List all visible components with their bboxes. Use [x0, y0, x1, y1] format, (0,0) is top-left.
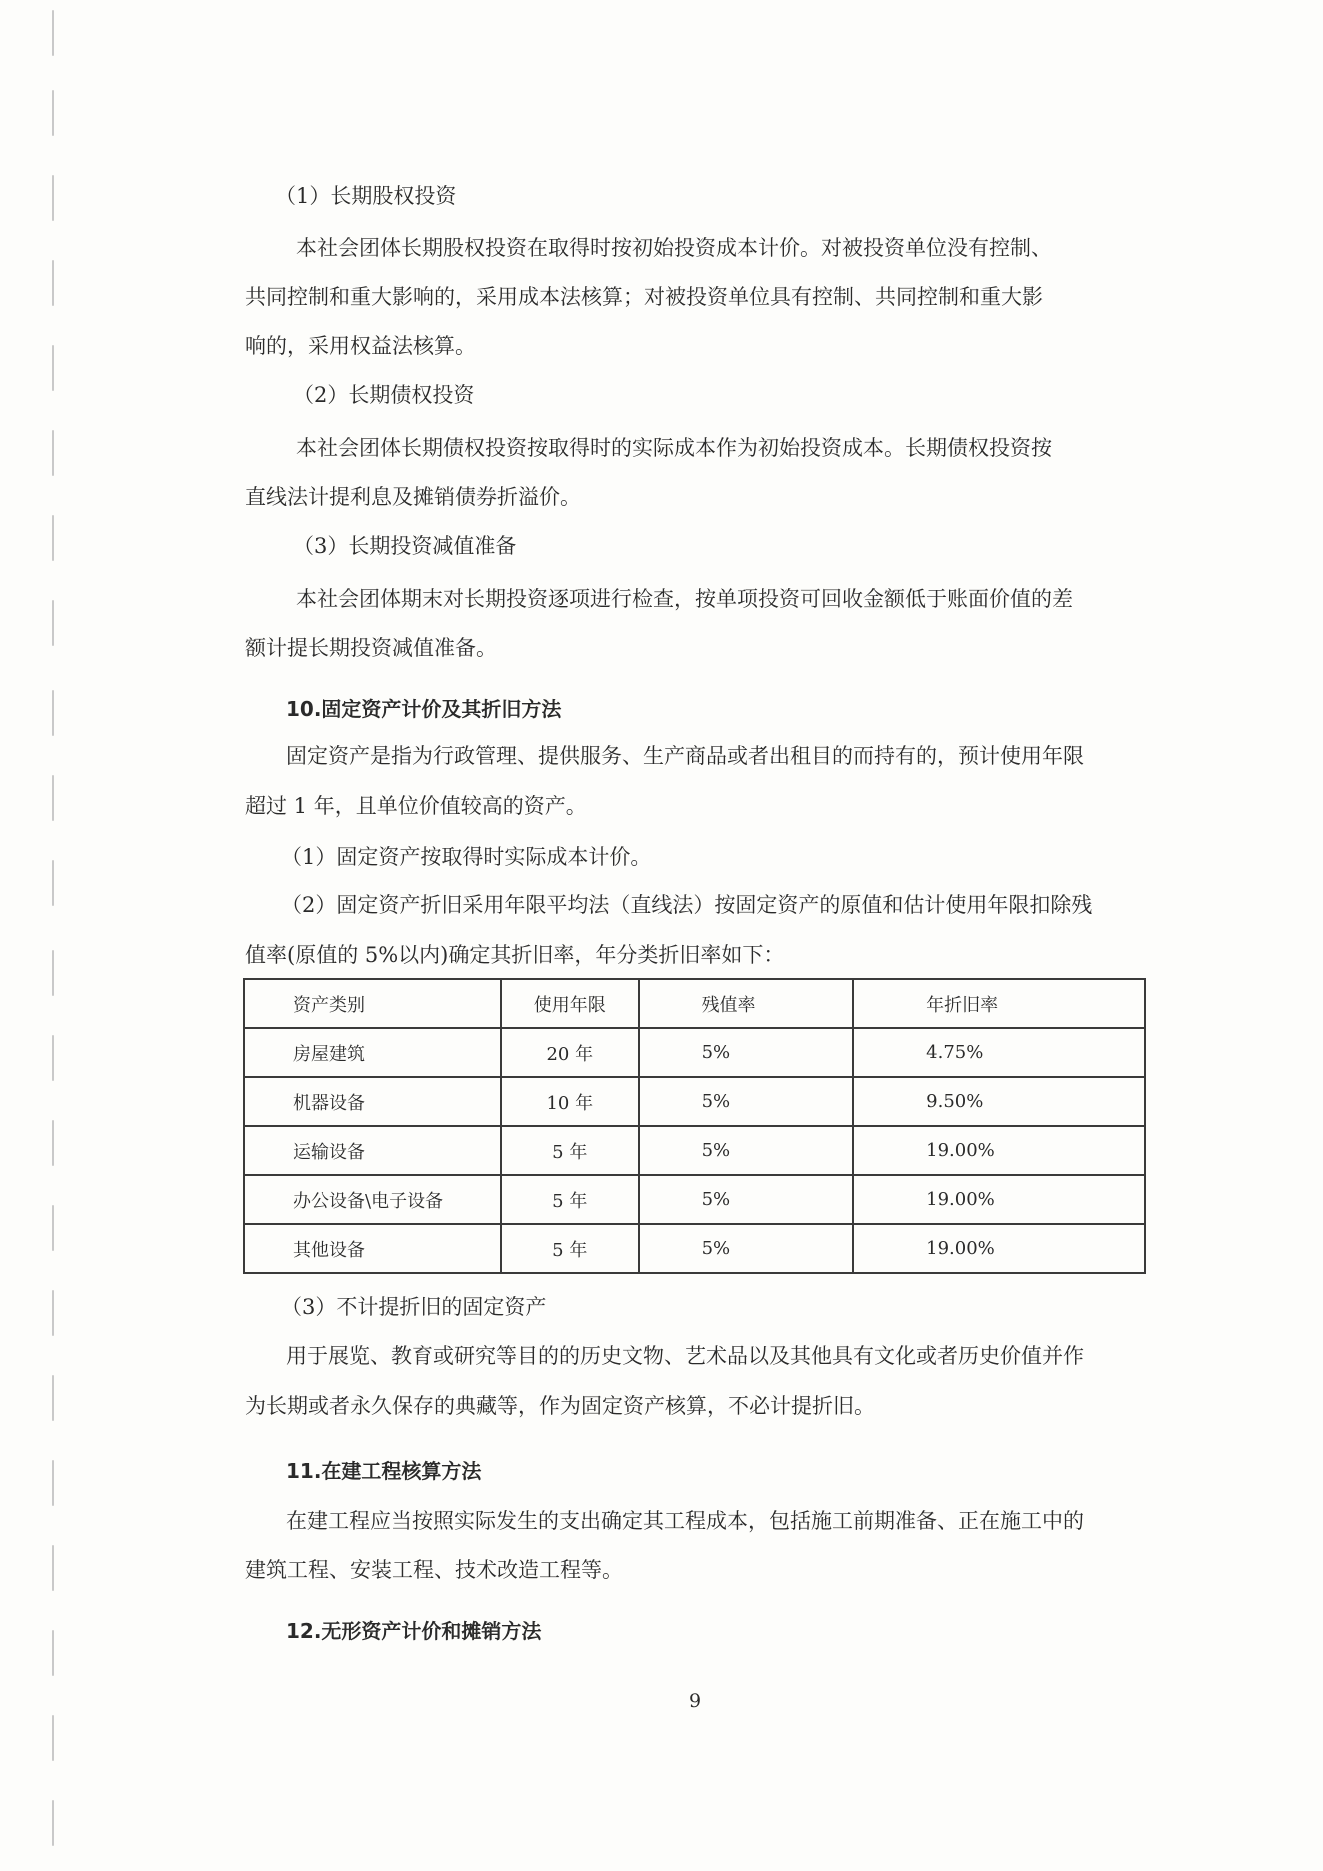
subheading-impairment: （3）长期投资减值准备: [293, 534, 517, 558]
table-row: [244, 1028, 1145, 1077]
subheading-long-term-debt: （2）长期债权投资: [293, 383, 475, 407]
paragraph-line: 在建工程应当按照实际发生的支出确定其工程成本，包括施工前期准备、正在施工中的: [286, 1509, 1084, 1533]
paragraph-line: 建筑工程、安装工程、技术改造工程等。: [245, 1558, 623, 1582]
paragraph-line: 额计提长期投资减值准备。: [245, 636, 497, 660]
cell-rate: 4.75%: [853, 1028, 1145, 1077]
paragraph-line: 超过 1 年，且单位价值较高的资产。: [245, 794, 587, 818]
paragraph-line: 共同控制和重大影响的，采用成本法核算；对被投资单位具有控制、共同控制和重大影: [245, 285, 1043, 309]
cell-residual: 5%: [639, 1224, 854, 1273]
paragraph-line: 本社会团体长期债权投资按取得时的实际成本作为初始投资成本。长期债权投资按: [296, 436, 1052, 460]
paragraph-line: 值率(原值的 5%以内)确定其折旧率，年分类折旧率如下：: [245, 943, 785, 967]
table-row: [244, 1077, 1145, 1126]
section-heading-12: 12.无形资产计价和摊销方法: [286, 1619, 542, 1643]
cell-rate: 19.00%: [853, 1175, 1145, 1224]
paragraph-line: 用于展览、教育或研究等目的的历史文物、艺术品以及其他具有文化或者历史价值并作: [286, 1344, 1084, 1368]
cell-category: 运输设备: [244, 1126, 501, 1175]
cell-residual: 5%: [639, 1126, 854, 1175]
subheading-no-depreciation: （3）不计提折旧的固定资产: [281, 1295, 547, 1319]
paragraph-line: （2）固定资产折旧采用年限平均法（直线法）按固定资产的原值和估计使用年限扣除残: [281, 893, 1093, 917]
paragraph-line: 固定资产是指为行政管理、提供服务、生产商品或者出租目的而持有的，预计使用年限: [286, 744, 1084, 768]
section-heading-11: 11.在建工程核算方法: [286, 1459, 482, 1483]
header-asset-category: 资产类别: [244, 979, 501, 1028]
table-row: [244, 1175, 1145, 1224]
cell-life: 5 年: [501, 1224, 639, 1273]
paragraph-line: （1）固定资产按取得时实际成本计价。: [281, 845, 652, 869]
table-row: [244, 1126, 1145, 1175]
table-header-row: [244, 979, 1145, 1028]
header-annual-depreciation-rate: 年折旧率: [853, 979, 1145, 1028]
paragraph-line: 响的，采用权益法核算。: [245, 334, 476, 358]
paragraph-line: 本社会团体期末对长期投资逐项进行检查，按单项投资可回收金额低于账面价值的差: [296, 587, 1073, 611]
cell-category: 办公设备\电子设备: [244, 1175, 501, 1224]
header-residual-rate: 残值率: [639, 979, 854, 1028]
paragraph-line: 直线法计提利息及摊销债券折溢价。: [245, 485, 581, 509]
cell-category: 机器设备: [244, 1077, 501, 1126]
page-number: 9: [688, 1690, 702, 1712]
cell-life: 10 年: [501, 1077, 639, 1126]
header-useful-life: 使用年限: [501, 979, 639, 1028]
cell-rate: 19.00%: [853, 1126, 1145, 1175]
cell-life: 5 年: [501, 1126, 639, 1175]
table-row: [244, 1224, 1145, 1273]
depreciation-table: [243, 978, 1146, 1274]
cell-residual: 5%: [639, 1175, 854, 1224]
subheading-long-term-equity: （1）长期股权投资: [275, 184, 457, 208]
paragraph-line: 本社会团体长期股权投资在取得时按初始投资成本计价。对被投资单位没有控制、: [296, 236, 1052, 260]
section-heading-10: 10.固定资产计价及其折旧方法: [286, 697, 562, 721]
cell-rate: 9.50%: [853, 1077, 1145, 1126]
paragraph-line: 为长期或者永久保存的典藏等，作为固定资产核算，不必计提折旧。: [245, 1394, 875, 1418]
cell-rate: 19.00%: [853, 1224, 1145, 1273]
cell-residual: 5%: [639, 1077, 854, 1126]
cell-life: 20 年: [501, 1028, 639, 1077]
cell-life: 5 年: [501, 1175, 639, 1224]
cell-residual: 5%: [639, 1028, 854, 1077]
cell-category: 其他设备: [244, 1224, 501, 1273]
cell-category: 房屋建筑: [244, 1028, 501, 1077]
